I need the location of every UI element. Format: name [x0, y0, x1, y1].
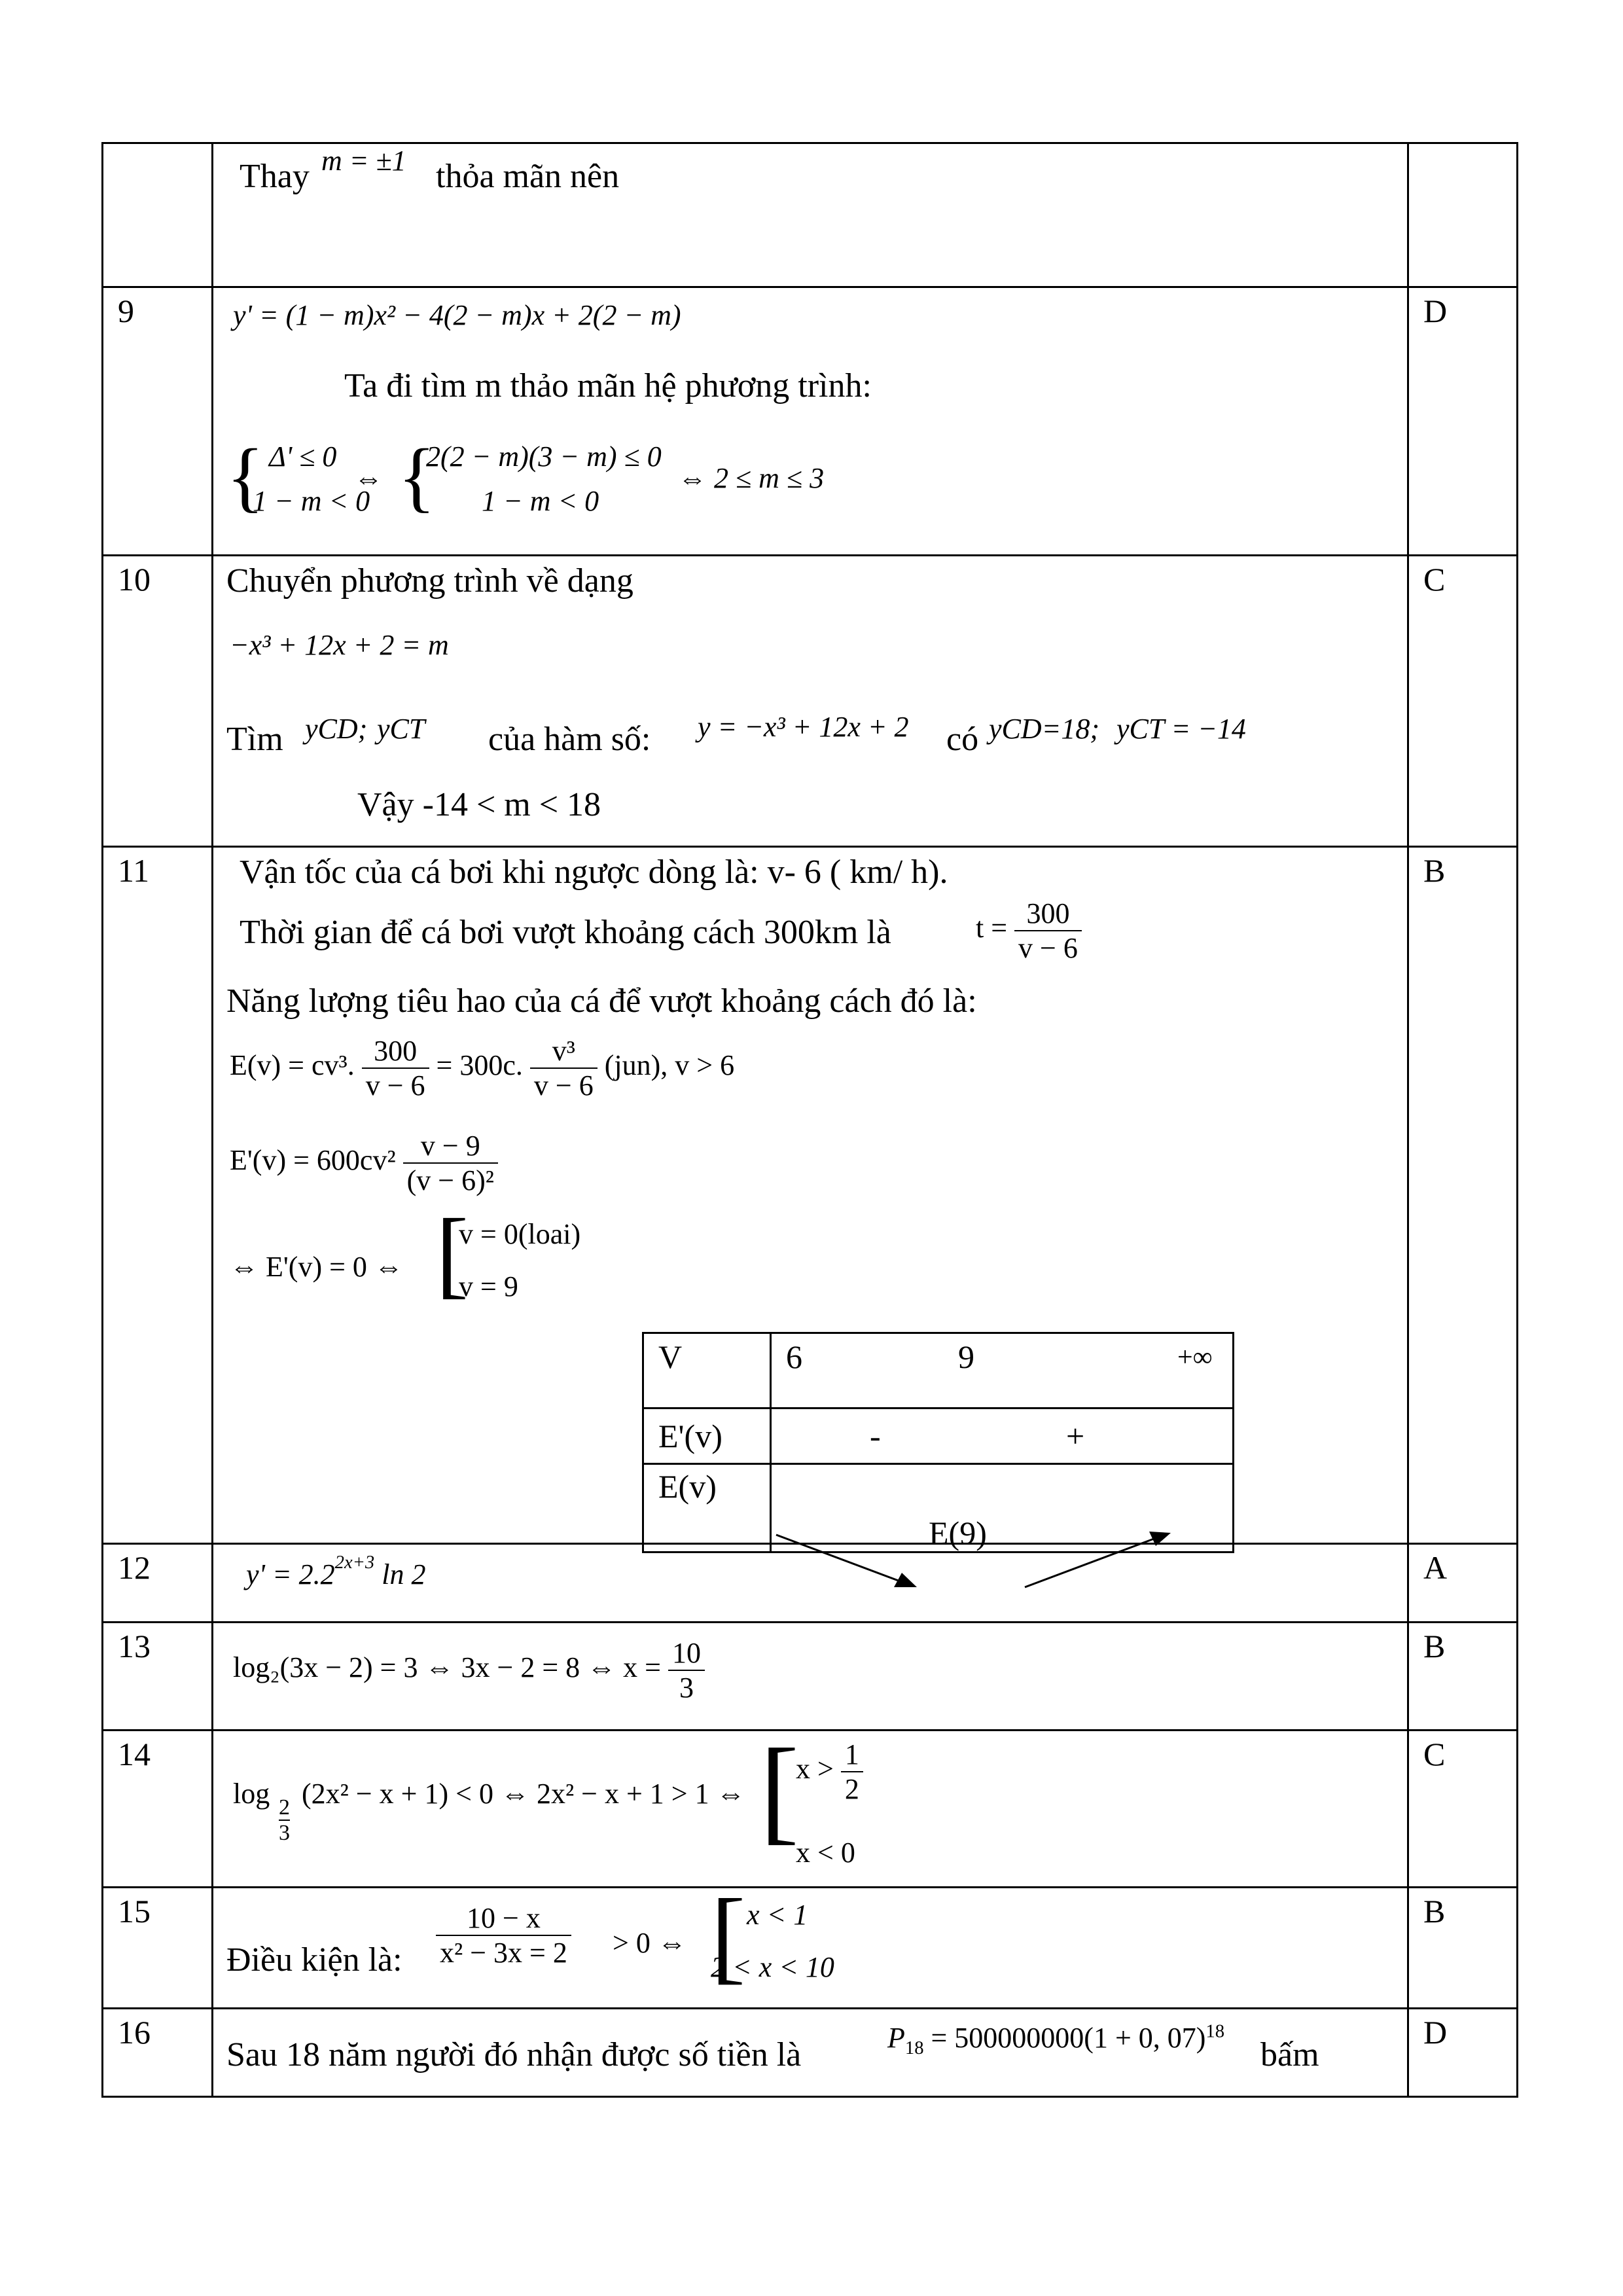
solution-cell [213, 1877, 1408, 2009]
system-b-line1: 2(2 − m)(3 − m) ≤ 0 [426, 440, 662, 473]
log-text: log [233, 1778, 270, 1810]
answer-letter [1408, 143, 1518, 287]
row-number: 10 [103, 556, 213, 847]
text-line: Sau 18 năm người đó nhận được số tiền là [226, 2036, 802, 2073]
case-1: x < 1 [747, 1899, 808, 1931]
text-line: Ta đi tìm m thảo mãn hệ phương trình: [344, 367, 872, 404]
bracket: [ [436, 1199, 469, 1308]
vt-x-6: 6 [786, 1338, 802, 1375]
relation: > 0 ⇔ [613, 1927, 687, 1959]
brace-left: { [226, 433, 264, 520]
case-2: x < 0 [796, 1837, 855, 1869]
answer-letter: B [1408, 1623, 1518, 1731]
vt-label-e: E(v) [643, 1464, 771, 1552]
solution-cell [213, 556, 1408, 847]
answer-letter: C [1408, 1731, 1518, 1888]
table-row [103, 2009, 1518, 2097]
solution-cell [213, 1544, 1408, 1623]
solution-cell [213, 287, 1408, 556]
brace-left: { [398, 433, 436, 520]
bracket: [ [760, 1725, 799, 1855]
derivative-eq: y' = (1 − m)x² − 4(2 − m)x + 2(2 − m) [233, 299, 681, 331]
x-numerator: 10 [668, 1636, 705, 1671]
vt-sign-minus: - [870, 1418, 881, 1454]
e1-den2: v − 6 [533, 1069, 594, 1102]
derivative-formula [230, 1129, 498, 1197]
condition-fraction: $\frac{10 - x}{\text{x² − 3x = 2}}$ [436, 1901, 571, 1969]
table-row [103, 1544, 1518, 1623]
variation-arrows [213, 1545, 220, 1551]
table-row [103, 1731, 1518, 1888]
answer-letter: A [1408, 1544, 1518, 1623]
table-row [103, 1888, 1518, 2009]
e2-num: v − 9 [403, 1129, 498, 1164]
e1-den1: v − 6 [365, 1069, 425, 1102]
result: ⇔ 2 ≤ m ≤ 3 [678, 462, 825, 494]
text-tim: Tìm [226, 721, 283, 758]
y-cd: yCD; [305, 713, 368, 745]
case-1: x > $\frac{1}{2}$ [796, 1738, 863, 1806]
row-number: 12 [103, 1544, 213, 1623]
e1-tail: (jun), v > 6 [604, 1049, 735, 1082]
text-thay: Thay [240, 158, 310, 195]
y-cd-value: yCD=18; [989, 713, 1099, 745]
solution-cell [213, 1623, 1408, 1731]
t-denominator: v − 6 [1018, 932, 1078, 964]
time-formula [976, 897, 1082, 965]
vt-label-deriv: E'(v) [643, 1408, 771, 1464]
derivative-eq: $y' = 2.2^{2x+3}$ ln 2 [246, 1552, 426, 1590]
text-tail: bấm [1260, 2036, 1319, 2073]
inequality: (2x² − x + 1) < 0 ⇔ 2x² − x + 1 > 1 ⇔ [302, 1778, 745, 1810]
row-number: 9 [103, 287, 213, 556]
text-line: Vận tốc của cá bơi khi ngược dòng là: v- 6 ( km/ h). [240, 853, 948, 891]
text-co: có [946, 721, 979, 758]
equation: −x³ + 12x + 2 = m [230, 629, 449, 661]
variation-table [642, 1332, 1234, 1553]
vt-label-v: V [643, 1333, 771, 1408]
t-numerator: 300 [1014, 897, 1082, 931]
table-row [103, 847, 1518, 1544]
condition-label: Điều kiện là: [226, 1941, 402, 1979]
answer-letter: B [1408, 1888, 1518, 2009]
text-cua-ham-so: của hàm số: [488, 721, 651, 758]
text-line: Thời gian để cá bơi vượt khoảng cách 300km là [240, 914, 891, 951]
energy-formula [230, 1034, 734, 1102]
vt-x-9: 9 [958, 1338, 974, 1375]
case-2: 2 < x < 10 [711, 1951, 834, 1983]
y-ct: yCT [377, 713, 425, 745]
e2-den: (v − 6)² [406, 1164, 494, 1196]
e1-mid: = 300c. [436, 1049, 523, 1082]
row-number: 11 [103, 847, 213, 1544]
arrow-up-line [1025, 1538, 1156, 1587]
vt-x-inf: +∞ [1177, 1342, 1213, 1372]
critical-point-lhs: ⇔ E'(v) = 0 ⇔ [230, 1251, 403, 1283]
answer-letter: B [1408, 847, 1518, 1544]
case-2: v = 9 [459, 1270, 518, 1302]
e1-num2: v³ [530, 1034, 597, 1069]
answer-letter: D [1408, 2009, 1518, 2097]
row-number: 14 [103, 1731, 213, 1888]
vt-sign-plus: + [1066, 1418, 1085, 1454]
system-a-line1: Δ' ≤ 0 [269, 440, 337, 473]
table-row [103, 143, 1518, 287]
text-line: Năng lượng tiêu hao của cá để vượt khoảng cách đó là: [226, 982, 977, 1020]
e2-lhs: E'(v) = 600cv² [230, 1144, 396, 1177]
text-thoa-man: thỏa mãn nên [436, 158, 620, 195]
y-ct-value: yCT = −14 [1116, 713, 1246, 745]
math-m: m = ±1 [321, 145, 406, 177]
money-formula: $P_{18} = 500000000(1 + 0$, 07)$^{18}$ [887, 2021, 1225, 2058]
x-denominator: 3 [679, 1672, 694, 1704]
solution-cell [213, 2009, 1408, 2097]
conclusion: Vậy -14 < m < 18 [357, 786, 601, 823]
table-row [103, 287, 1518, 556]
log-base: 2 3 [279, 1795, 290, 1846]
row-number: 13 [103, 1623, 213, 1731]
e1-num1: 300 [362, 1034, 429, 1069]
row-number: 16 [103, 2009, 213, 2097]
function: y = −x³ + 12x + 2 [698, 711, 909, 743]
case-1: v = 0(loai) [459, 1218, 581, 1250]
solution-cell [213, 1725, 1408, 1888]
solution-cell [213, 143, 1408, 287]
answer-letter: C [1408, 556, 1518, 847]
solution-cell [213, 847, 1408, 1551]
bracket: [ [711, 1877, 746, 1994]
table-row [103, 1623, 1518, 1731]
system-a-line2: 1 − m < 0 [253, 485, 370, 517]
equiv-sign: ⇔ [354, 462, 383, 494]
answer-letter: D [1408, 287, 1518, 556]
answer-table [101, 142, 1518, 2098]
log-equation: log₂(3x − 2) = 3 ⇔ 3x − 2 = 8 ⇔ x = $\frac{10}{3}$ [233, 1636, 705, 1704]
row-number: 15 [103, 1888, 213, 2009]
row-number [103, 143, 213, 287]
vt-min-value: E(9) [929, 1515, 987, 1551]
e1-lhs: E(v) = cv³. [230, 1049, 355, 1082]
table-row [103, 556, 1518, 847]
system-b-line2: 1 − m < 0 [482, 485, 599, 517]
t-lhs: t = [976, 912, 1008, 944]
text-line: Chuyển phương trình về dạng [226, 562, 633, 600]
